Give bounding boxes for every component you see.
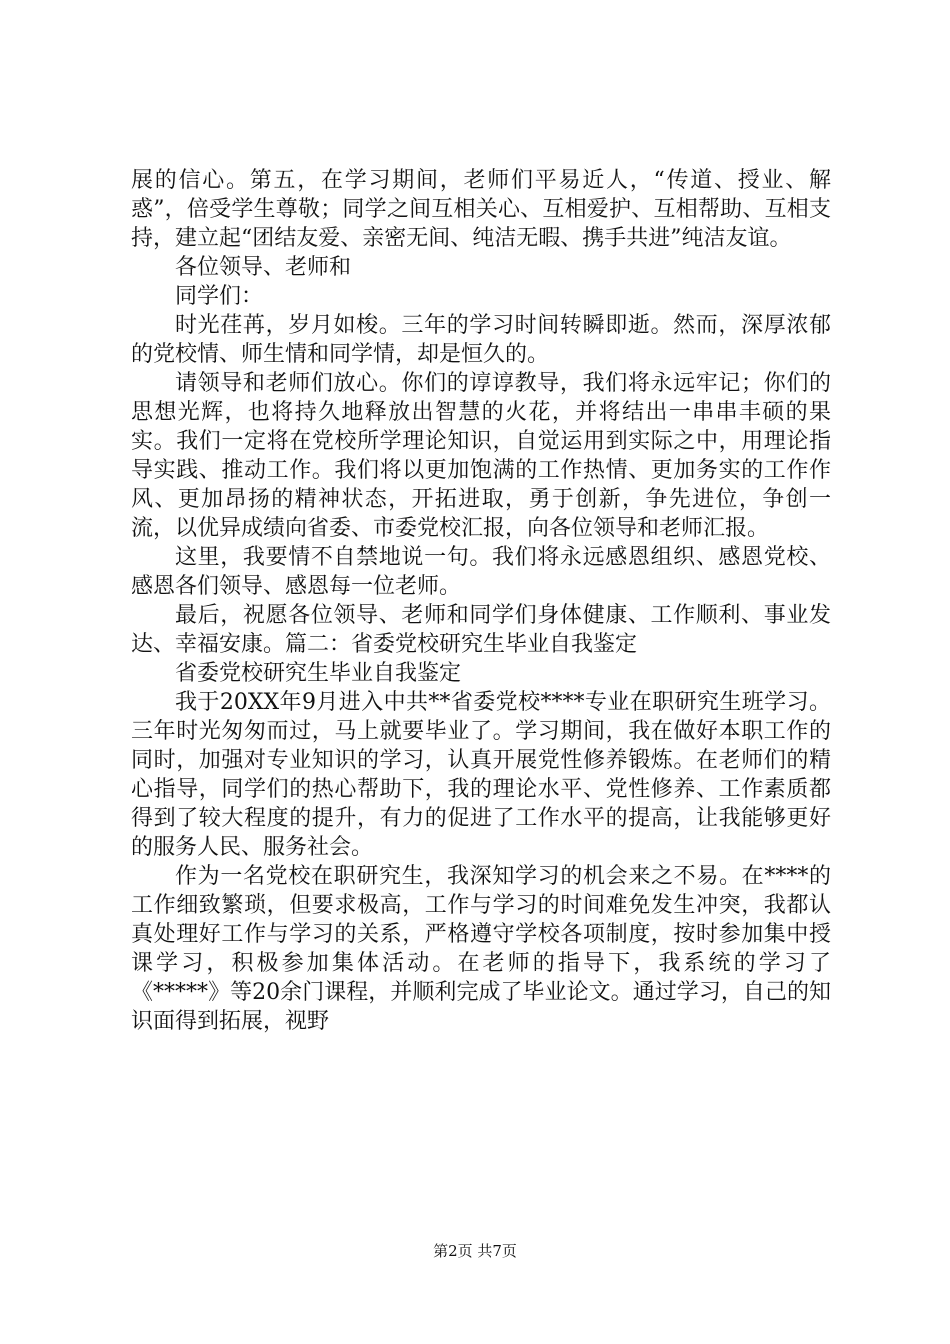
document-body [131, 166, 831, 1036]
paragraph-2: 各位领导、老师和 [175, 255, 352, 280]
section-heading: 省委党校研究生毕业自我鉴定 [175, 661, 462, 686]
paragraph-10: 作为一名党校在职研究生，我深知学习的机会来之不易。在****的工作细致繁琐，但要求极高，工作与学习的时间难免发生冲突，我都认真处理好工作与学习的关系，严格遵守学校各项制度，按时参加集中授课学习，积极参加集体活动。在老师的指导下，我系统的学习了《*****》等20余门课程，并顺利完成了毕业论文。通过学习，自己的知识面得到拓展，视野 [131, 864, 831, 1034]
paragraph-5: 请领导和老师们放心。你们的谆谆教导，我们将永远牢记；你们的思想光辉，也将持久地释放出智慧的火花，并将结出一串串丰硕的果实。我们一定将在党校所学理论知识，自觉运用到实际之中，用理论指导实践、推动工作。我们将以更加饱满的工作热情、更加务实的工作作风、更加昂扬的精神状态，开拓进取，勇于创新，争先进位，争创一流，以优异成绩向省委、市委党校汇报，向各位领导和老师汇报。 [131, 371, 831, 541]
paragraph-7: 最后，祝愿各位领导、老师和同学们身体健康、工作顺利、事业发达、幸福安康。篇二：省委党校研究生毕业自我鉴定 [131, 603, 831, 657]
paragraph-6: 这里，我要情不自禁地说一句。我们将永远感恩组织、感恩党校、感恩各们领导、感恩每一位老师。 [131, 545, 831, 599]
paragraph-1: 展的信心。第五，在学习期间，老师们平易近人，“传道、授业、解惑”，倍受学生尊敬；同学之间互相关心、互相爱护、互相帮助、互相支持，建立起“团结友爱、亲密无间、纯洁无暇、携手共进”纯洁友谊。 [131, 168, 831, 251]
paragraph-9: 我于20XX年9月进入中共**省委党校****专业在职研究生班学习。三年时光匆匆而过，马上就要毕业了。学习期间，我在做好本职工作的同时，加强对专业知识的学习，认真开展党性修养锻炼。在老师们的精心指导，同学们的热心帮助下，我的理论水平、党性修养、工作素质都得到了较大程度的提升，有力的促进了工作水平的提高，让我能够更好的服务人民、服务社会。 [131, 690, 831, 860]
paragraph-4: 时光荏苒，岁月如梭。三年的学习时间转瞬即逝。然而，深厚浓郁的党校情、师生情和同学情，却是恒久的。 [131, 313, 831, 367]
paragraph-3: 同学们： [175, 284, 264, 309]
page-number-footer: 第2页 共7页 [433, 1242, 517, 1260]
